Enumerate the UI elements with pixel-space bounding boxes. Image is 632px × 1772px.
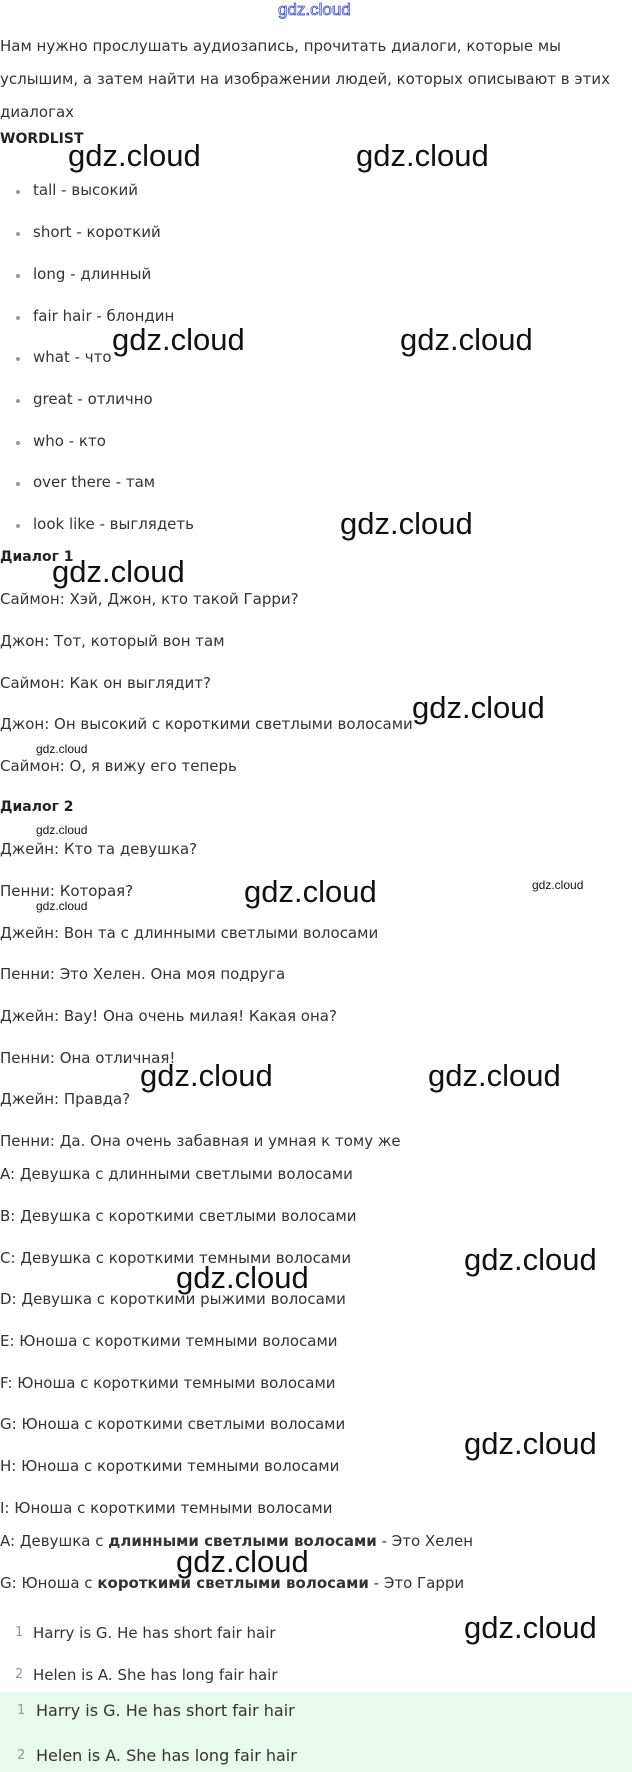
picture-description: C: Девушка с короткими темными волосами	[0, 1249, 352, 1267]
answer-text: Harry is G. He has short fair hair	[36, 1701, 295, 1720]
conclusion-prefix: G: Юноша с	[0, 1574, 98, 1592]
answer-text: Helen is A. She has long fair hair	[36, 1746, 297, 1765]
watermark: gdz.cloud	[464, 1242, 597, 1277]
picture-description: H: Юноша с короткими темными волосами	[0, 1457, 340, 1475]
watermark: gdz.cloud	[464, 1610, 597, 1645]
wordlist-item: great - отлично	[33, 390, 153, 408]
dialog-line: Саймон: Хэй, Джон, кто такой Гарри?	[0, 590, 299, 608]
bullet-icon	[16, 441, 20, 445]
conclusion-bold: короткими светлыми волосами	[97, 1574, 369, 1592]
dialog-line: Пенни: Да. Она очень забавная и умная к тому же	[0, 1132, 401, 1150]
bullet-icon	[16, 274, 20, 278]
watermark: gdz.cloud	[428, 1058, 561, 1093]
watermark: gdz.cloud	[52, 554, 185, 589]
conclusion-bold: длинными светлыми волосами	[108, 1532, 377, 1550]
picture-description: E: Юноша с короткими темными волосами	[0, 1332, 338, 1350]
watermark: gdz.cloud	[36, 823, 88, 837]
intro-text: Нам нужно прослушать аудиозапись, прочитать диалоги, которые мы услышим, а затем найти на изображении людей, которых описывают в этих диалогах	[0, 37, 610, 121]
picture-description: G: Юноша с короткими светлыми волосами	[0, 1415, 346, 1433]
answer-text: Harry is G. He has short fair hair	[33, 1624, 276, 1642]
dialog-line: Пенни: Она отличная!	[0, 1049, 176, 1067]
dialog2-heading: Диалог 2	[0, 799, 74, 815]
bullet-icon	[16, 524, 20, 528]
watermark: gdz.cloud	[112, 322, 245, 357]
answer-number: 2	[17, 1748, 26, 1763]
wordlist-item: short - короткий	[33, 223, 161, 241]
picture-description: F: Юноша с короткими темными волосами	[0, 1374, 336, 1392]
wordlist-item: tall - высокий	[33, 181, 139, 199]
highlighted-answers	[0, 1692, 632, 1772]
picture-description: B: Девушка с короткими светлыми волосами	[0, 1207, 357, 1225]
bullet-icon	[16, 232, 20, 236]
bullet-icon	[16, 316, 20, 320]
dialog-line: Пенни: Которая?	[0, 882, 134, 900]
wordlist-item: who - кто	[33, 432, 106, 450]
picture-description: I: Юноша с короткими темными волосами	[0, 1499, 333, 1517]
watermark: gdz.cloud	[400, 322, 533, 357]
watermark: gdz.cloud	[532, 878, 584, 892]
dialog-line: Джейн: Кто та девушка?	[0, 840, 198, 858]
dialog-line: Джон: Тот, который вон там	[0, 632, 225, 650]
dialog-line: Джейн: Вау! Она очень милая! Какая она?	[0, 1007, 337, 1025]
watermark: gdz.cloud	[176, 1260, 309, 1295]
dialog-line: Саймон: Как он выглядит?	[0, 674, 211, 692]
watermark: gdz.cloud	[464, 1426, 597, 1461]
watermark: gdz.cloud	[244, 874, 377, 909]
answer-number: 2	[15, 1667, 24, 1682]
wordlist-item: over there - там	[33, 473, 156, 491]
dialog-line: Джон: Он высокий с короткими светлыми волосами	[0, 715, 413, 733]
dialog-line: Пенни: Это Хелен. Она моя подруга	[0, 965, 286, 983]
dialog1-heading: Диалог 1	[0, 549, 74, 565]
bullet-icon	[16, 399, 20, 403]
picture-description: D: Девушка с короткими рыжими волосами	[0, 1290, 346, 1308]
wordlist-item: fair hair - блондин	[33, 307, 175, 325]
answer-number: 1	[15, 1625, 24, 1640]
watermark: gdz.cloud	[356, 138, 489, 173]
wordlist-item: what - что	[33, 348, 112, 366]
dialog-line: Джейн: Вон та с длинными светлыми волосами	[0, 924, 379, 942]
watermark: gdz.cloud	[412, 690, 545, 725]
watermark: gdz.cloud	[68, 138, 201, 173]
watermark: gdz.cloud	[36, 899, 88, 913]
watermark-top: gdz.cloud	[278, 0, 351, 19]
answer-number: 1	[17, 1703, 26, 1718]
wordlist-item: look like - выглядеть	[33, 515, 194, 533]
picture-description: A: Девушка с длинными светлыми волосами	[0, 1165, 353, 1183]
answer-text: Helen is A. She has long fair hair	[33, 1666, 278, 1684]
bullet-icon	[16, 357, 20, 361]
watermark: gdz.cloud	[140, 1058, 273, 1093]
watermark: gdz.cloud	[340, 506, 473, 541]
dialog-line: Джейн: Правда?	[0, 1090, 131, 1108]
conclusion-suffix: - Это Хелен	[376, 1532, 474, 1550]
watermark: gdz.cloud	[176, 1544, 309, 1579]
wordlist-item: long - длинный	[33, 265, 152, 283]
dialog-line: Саймон: О, я вижу его теперь	[0, 757, 237, 775]
bullet-icon	[16, 482, 20, 486]
conclusion-prefix: A: Девушка с	[0, 1532, 109, 1550]
bullet-icon	[16, 190, 20, 194]
watermark: gdz.cloud	[36, 742, 88, 756]
wordlist-heading: WORDLIST	[0, 131, 84, 147]
conclusion-suffix: - Это Гарри	[368, 1574, 465, 1592]
